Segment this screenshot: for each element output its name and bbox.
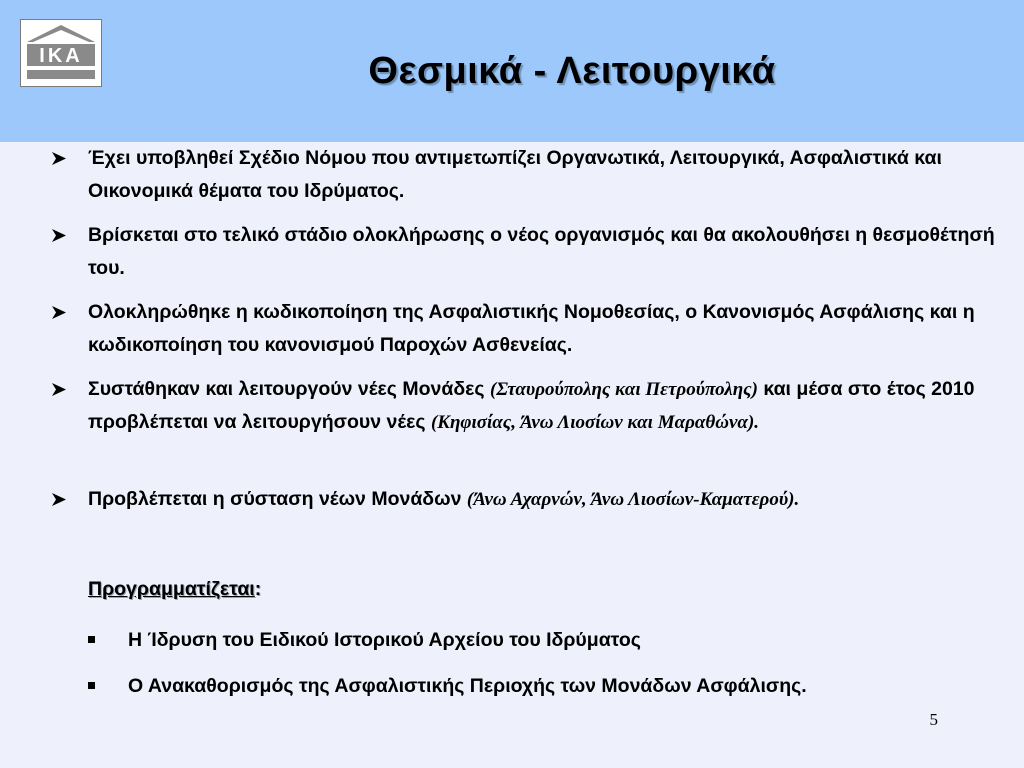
square-bullet-icon bbox=[88, 636, 95, 643]
bullet-item bbox=[52, 483, 997, 516]
bullet-italic-note: (Κηφισίας, Άνω Λιοσίων και Μαραθώνα). bbox=[430, 412, 760, 433]
bullet-text-part: Προβλέπεται η σύσταση νέων Μονάδων bbox=[88, 488, 462, 510]
bullet-italic-note: (Σταυρούπολης και Πετρούπολης) bbox=[489, 379, 758, 400]
bullet-text bbox=[88, 483, 997, 516]
planned-item-text: Η Ίδρυση του Ειδικού Ιστορικού Αρχείου του Ιδρύματος bbox=[128, 629, 641, 651]
arrow-bullet-icon bbox=[52, 483, 72, 516]
planned-item bbox=[88, 671, 988, 701]
bullet-text: Βρίσκεται στο τελικό στάδιο ολοκλήρωσης ο νέος οργανισμός και θα ακολουθήσει η θεσμοθέτησή του. bbox=[88, 224, 995, 279]
planned-heading-colon: : bbox=[254, 578, 262, 600]
logo-text: IKA bbox=[39, 45, 83, 67]
slide-title: Θεσμικά - Λειτουργικά bbox=[368, 50, 776, 92]
square-bullet-icon bbox=[88, 682, 95, 689]
bullet-item bbox=[52, 373, 997, 439]
arrow-bullet-icon bbox=[52, 296, 72, 329]
slide-content bbox=[0, 142, 1024, 768]
slide-header bbox=[0, 0, 1024, 142]
bullet-item bbox=[52, 296, 997, 362]
bullet-text bbox=[88, 373, 997, 439]
bullet-text-part: και μέσα στο έτος 2010 προβλέπεται να λειτουργήσουν νέες bbox=[88, 378, 975, 433]
bullet-item bbox=[52, 219, 997, 285]
ika-logo bbox=[20, 19, 102, 87]
bullet-italic-note: (Άνω Αχαρνών, Άνω Λιοσίων-Καματερού). bbox=[466, 489, 800, 510]
bullet-text: Έχει υποβληθεί Σχέδιο Νόμου που αντιμετωπίζει Οργανωτικά, Λειτουργικά, Ασφαλιστικά και Οικονομικά θέματα του Ιδρύματος. bbox=[88, 147, 942, 202]
bullet-item bbox=[52, 142, 997, 208]
page-number: 5 bbox=[929, 710, 938, 729]
arrow-bullet-icon bbox=[52, 219, 72, 252]
planned-heading bbox=[88, 578, 261, 601]
arrow-bullet-icon bbox=[52, 142, 72, 175]
planned-item-text: Ο Ανακαθορισμός της Ασφαλιστικής Περιοχής των Μονάδων Ασφάλισης. bbox=[128, 675, 807, 697]
planned-heading-text: Προγραμματίζεται bbox=[88, 578, 255, 600]
bullet-text-part: Συστάθηκαν και λειτουργούν νέες Μονάδες bbox=[88, 378, 485, 400]
bullet-text: Ολοκληρώθηκε η κωδικοποίηση της Ασφαλιστικής Νομοθεσίας, ο Κανονισμός Ασφάλισης και η κωδικοποίηση του κανονισμού Παροχών Ασθενείας. bbox=[88, 301, 975, 356]
arrow-bullet-icon bbox=[52, 373, 72, 406]
planned-item bbox=[88, 625, 988, 655]
